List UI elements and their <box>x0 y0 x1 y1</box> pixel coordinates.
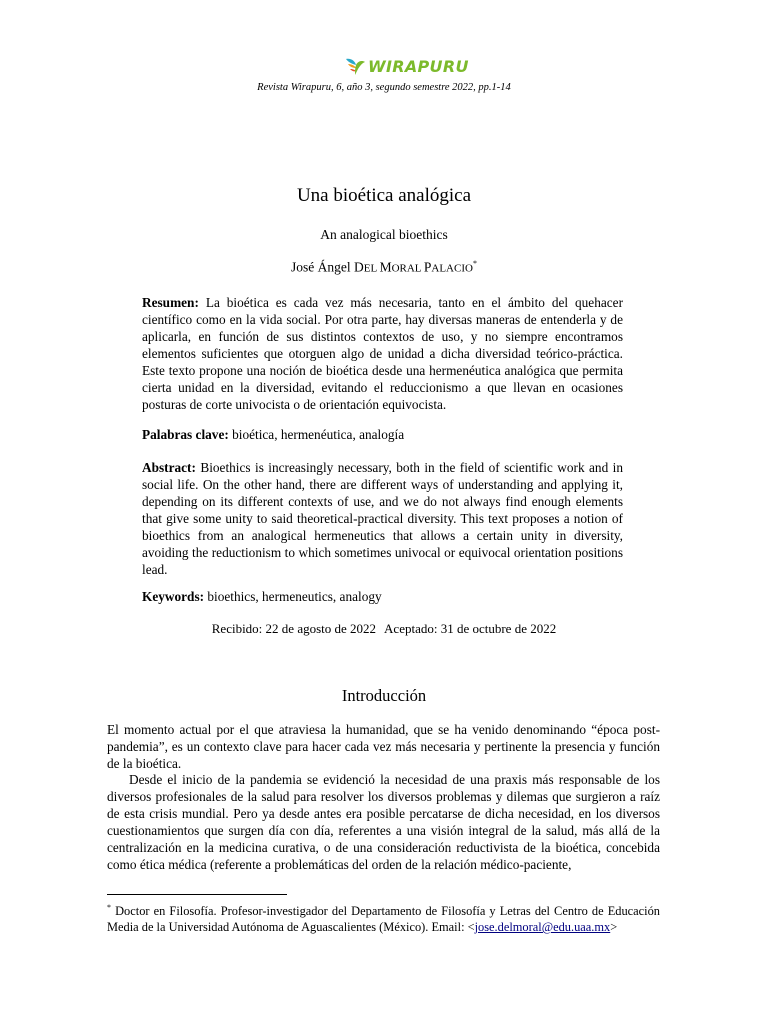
journal-logo <box>344 53 469 79</box>
author-footnote-mark[interactable]: * <box>472 259 477 268</box>
resumen-text: La bioética es cada vez más necesaria, tanto en el ámbito del quehacer científico como en la vida social. Por otra parte, hay diversas maneras de entenderla y de aplicarla, en función de sus distintos contextos de uso, y no siempre encontramos elementos suficientes que otorguen algo de unidad a dicha diversidad teórico-práctica. Este texto propone una noción de bioética desde una hermenéutica analógica que permita cierta unidad en la diversidad, evitando el reduccionismo a que llevan en ocasiones posturas de corte univocista o de orientación equivocista. <box>142 295 623 412</box>
bird-icon <box>344 55 366 77</box>
keywords-block <box>142 588 623 605</box>
accepted-date: Aceptado: 31 de octubre de 2022 <box>384 621 557 636</box>
footnote-divider <box>107 894 287 895</box>
footnote-mark: * <box>107 903 111 912</box>
author-email-link[interactable]: jose.delmoral@edu.uaa.mx <box>474 920 611 935</box>
resumen-label: Resumen: <box>142 295 199 310</box>
author-first-name: José Ángel <box>291 259 355 275</box>
submission-dates <box>0 621 768 637</box>
article-subtitle: An analogical bioethics <box>320 227 448 242</box>
received-date: Recibido: 22 de agosto de 2022 <box>211 621 377 636</box>
journal-citation: Revista Wirapuru, 6, año 3, segundo semestre 2022, pp.1-14 <box>257 82 511 93</box>
footnote-end: > <box>610 920 618 935</box>
palabras-clave-label: Palabras clave: <box>142 427 229 442</box>
footnote <box>107 900 660 935</box>
palabras-clave-text: bioética, hermenéutica, analogía <box>228 427 405 442</box>
keywords-label: Keywords: <box>142 589 205 604</box>
body-paragraph: El momento actual por el que atraviesa la humanidad, que se ha venido denominando “época post-pandemia”, es un contexto clave para hacer cada vez más necesaria y pertinente la presencia y función de la bioética. <box>107 722 660 771</box>
abstract-label: Abstract: <box>142 460 196 475</box>
keywords-text: bioethics, hermeneutics, analogy <box>204 589 382 604</box>
body-paragraph: Desde el inicio de la pandemia se evidenció la necesidad de una praxis más responsable de los diversos profesionales de la salud para resolver los diversos problemas y dilemas que surgieron a raíz de esta crisis mundial. Pero ya desde antes era posible percatarse de dicha necesidad, en los diversos cuestionamientos que surgen día con día, referentes a una visión integral de la salud, más allá de la centralización en la medicina curativa, o de una consideración reductivista de la bioética, concebida como ética médica (referente a problemáticas del orden de la relación médico-paciente, <box>107 772 660 872</box>
abstract-text: Bioethics is increasingly necessary, both in the field of scientific work and in social life. On the other hand, there are different ways of understanding and applying it, depending on its different contexts of use, and we do not always find enough elements that give some unity to said theoretical-practical diversity. This text proposes a notion of bioethics from an analogical hermeneutics that allows a certain unity in diversity, avoiding the reductionism to which sometimes univocal or equivocal orientation positions lead. <box>142 460 623 577</box>
section-heading-introduccion: Introducción <box>341 686 427 705</box>
logo-wordmark: WIRAPURU <box>368 56 469 76</box>
resumen-block <box>142 294 623 413</box>
article-title: Una bioética analógica <box>296 185 472 206</box>
footnote-text: Doctor en Filosofía. Profesor-investigador del Departamento de Filosofía y Letras del Centro de Educación Media de la Universidad Autónoma de Aguascalientes (México). Email: < <box>107 904 660 935</box>
palabras-clave-block <box>142 426 623 443</box>
author-name: José Ángel DEL MORAL PALACIO* <box>291 259 477 275</box>
abstract-block <box>142 459 623 578</box>
